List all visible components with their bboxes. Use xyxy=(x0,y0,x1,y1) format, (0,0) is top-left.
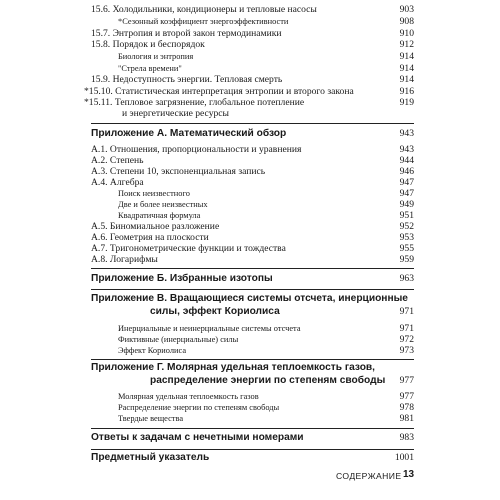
toc-entry: А.2. Степень xyxy=(91,155,144,166)
toc-page: 978 xyxy=(399,402,414,413)
toc-entry-continuation: и энергетические ресурсы xyxy=(122,108,229,119)
appendix-v-heading: Приложение В. Вращающиеся системы отсчета, инерционные xyxy=(91,293,408,304)
toc-entry: А.1. Отношения, пропорциональности и уравнения xyxy=(91,144,302,155)
toc-page: 914 xyxy=(399,63,414,74)
section-divider xyxy=(91,268,414,269)
toc-subentry: Поиск неизвестного xyxy=(118,189,190,198)
toc-subentry: Фиктивные (инерциальные) силы xyxy=(118,335,239,344)
toc-subentry: Эффект Кориолиса xyxy=(118,346,187,355)
toc-entry: *15.11. Тепловое загрязнение, глобальное потепление xyxy=(84,97,305,108)
toc-page: 908 xyxy=(399,16,414,27)
toc-page: 910 xyxy=(399,28,414,39)
toc-page: 943 xyxy=(399,128,414,139)
toc-entry: 15.7. Энтропия и второй закон термодинамики xyxy=(91,28,282,39)
toc-subentry: *Сезонный коэффициент энергоэффективности xyxy=(118,17,289,26)
toc-entry: *15.10. Статистическая интерпретация энтропии и второго закона xyxy=(84,86,354,97)
toc-entry: А.8. Логарифмы xyxy=(91,254,158,265)
running-footer-label: СОДЕРЖАНИЕ xyxy=(336,471,402,481)
toc-entry: А.3. Степени 10, экспоненциальная запись xyxy=(91,166,266,177)
toc-page: 947 xyxy=(399,177,414,188)
toc-page: 914 xyxy=(399,74,414,85)
toc-page: 971 xyxy=(399,306,414,317)
toc-page: 953 xyxy=(399,232,414,243)
toc-entry: А.4. Алгебра xyxy=(91,177,144,188)
toc-page: 1001 xyxy=(394,452,414,463)
toc-entry: А.7. Тригонометрические функции и тождества xyxy=(91,243,286,254)
appendix-g-heading: Приложение Г. Молярная удельная теплоемкость газов, xyxy=(91,362,376,373)
toc-subentry: Распределение энергии по степеням свободы xyxy=(118,403,280,412)
section-divider xyxy=(91,123,414,124)
toc-subentry: "Стрела времени" xyxy=(118,64,182,73)
toc-page: 955 xyxy=(399,243,414,254)
toc-entry: 15.8. Порядок и беспорядок xyxy=(91,39,205,50)
toc-page: 971 xyxy=(399,323,414,334)
index-heading: Предметный указатель xyxy=(91,452,210,463)
appendix-b-heading: Приложение Б. Избранные изотопы xyxy=(91,273,273,284)
toc-entry: А.6. Геометрия на плоскости xyxy=(91,232,209,243)
section-divider xyxy=(91,289,414,290)
toc-subentry: Твердые вещества xyxy=(118,414,184,423)
toc-page: 912 xyxy=(399,39,414,50)
toc-entry: 15.6. Холодильники, кондиционеры и тепловые насосы xyxy=(91,4,317,15)
toc-subentry: Инерциальные и неинерциальные системы отсчета xyxy=(118,324,301,333)
toc-page: 959 xyxy=(399,254,414,265)
toc-page: 977 xyxy=(399,375,414,386)
appendix-a-heading: Приложение А. Математический обзор xyxy=(91,128,287,139)
toc-subentry: Квадратичная формула xyxy=(118,211,201,220)
toc-page: 977 xyxy=(399,391,414,402)
appendix-g-heading-continuation: распределение энергии по степеням свободы xyxy=(150,375,386,386)
page-number: 13 xyxy=(403,469,415,480)
toc-page: 903 xyxy=(399,4,414,15)
answers-heading: Ответы к задачам с нечетными номерами xyxy=(91,432,304,443)
section-divider xyxy=(91,428,414,429)
toc-page: 949 xyxy=(399,199,414,210)
toc-page: 983 xyxy=(399,432,414,443)
toc-page: 952 xyxy=(399,221,414,232)
toc-page: 972 xyxy=(399,334,414,345)
toc-page: 981 xyxy=(399,413,414,424)
toc-page: 943 xyxy=(399,144,414,155)
toc-subentry: Биология и энтропия xyxy=(118,52,194,61)
toc-page: 946 xyxy=(399,166,414,177)
toc-page: 951 xyxy=(399,210,414,221)
section-divider xyxy=(91,359,414,360)
toc-page: 944 xyxy=(399,155,414,166)
toc-page: 916 xyxy=(399,86,414,97)
toc-page: 973 xyxy=(399,345,414,356)
toc-page: 963 xyxy=(399,273,414,284)
toc-page: 914 xyxy=(399,51,414,62)
toc-entry: А.5. Биномиальное разложение xyxy=(91,221,220,232)
toc-page: 919 xyxy=(399,97,414,108)
toc-entry: 15.9. Недоступность энергии. Тепловая смерть xyxy=(91,74,283,85)
section-divider xyxy=(91,449,414,450)
appendix-v-heading-continuation: силы, эффект Кориолиса xyxy=(150,306,280,317)
toc-page: 947 xyxy=(399,188,414,199)
toc-subentry: Две и более неизвестных xyxy=(118,200,208,209)
toc-subentry: Молярная удельная теплоемкость газов xyxy=(118,392,259,401)
